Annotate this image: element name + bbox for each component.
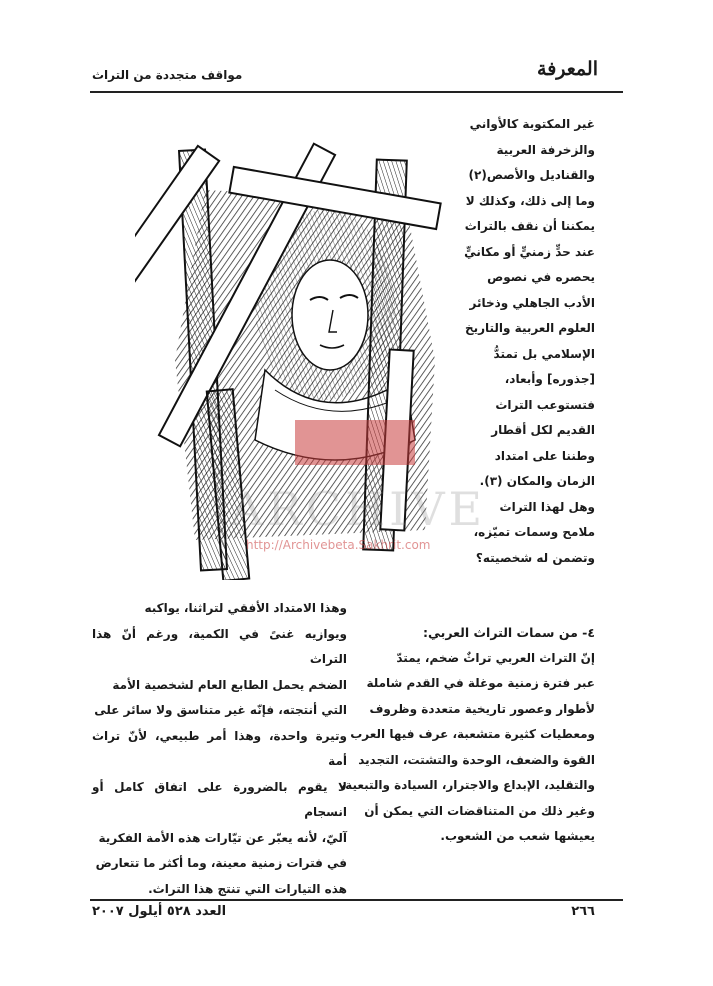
paragraph-line: وما إلى ذلك، وكذلك لا [465, 193, 595, 208]
paragraph-line: في فترات زمنية معينة، وما أكثر ما تتعارض [95, 856, 347, 870]
paragraph-line: القوة والضعف، الوحدة والتشتت، التجديد [358, 752, 595, 767]
paragraph-line: الضخم يحمل الطابع العام لشخصية الأمة [112, 677, 347, 692]
paragraph-line: وطننا على امتداد [494, 448, 595, 463]
paragraph-line: الإسلامي بل تمتدُّ [493, 346, 595, 361]
paragraph-line: وتيرة واحدة، وهذا أمر طبيعي، لأنّ تراث أمة [92, 728, 347, 768]
header-divider [90, 91, 623, 93]
paragraph-line: والتقليد، الإبداع والاجترار، السيادة والتبعية، [340, 778, 595, 792]
paragraph-line: يمكننا أن نقف بالتراث [464, 219, 595, 233]
paragraph-line: التي أنتجته، فإنّه غير متناسق ولا سائر على [94, 703, 347, 717]
footer-divider [90, 899, 623, 901]
right-column-top [455, 112, 595, 571]
paragraph-line: لأطوار وعصور تاريخية متعددة وظروف [369, 701, 595, 716]
paragraph-line: ملامح وسمات تميّزه، [473, 525, 595, 539]
section-heading: ٤- من سمات التراث العربي: [422, 625, 595, 640]
archive-watermark-url: http://Archivebeta.Sakhrit.com [246, 538, 431, 552]
paragraph-line: ويوازيه غنىً في الكمية، ورغم أنّ هذا التراث [92, 626, 347, 666]
paragraph-line: فتستوعب التراث [495, 397, 595, 412]
paragraph-line: عبر فترة زمنية موغلة في القدم شاملة [366, 676, 595, 690]
issue-info: العدد ٥٢٨ أيلول ٢٠٠٧ [92, 904, 227, 919]
paragraph-line: [جذوره] وأبعاد، [504, 372, 595, 386]
archive-stamp-mark [295, 420, 415, 465]
paragraph-line: الأدب الجاهلي وذخائر [469, 295, 595, 310]
archive-watermark: ARCHIVE [230, 482, 487, 536]
right-column-bottom [337, 620, 595, 850]
paragraph-line: وهذا الامتداد الأفقي لتراثنا، يواكبه [144, 601, 347, 615]
paragraph-line: آليّ، لأنه يعبّر عن تيّارات هذه الأمة الفكرية [98, 830, 347, 845]
paragraph-line: لا يقوم بالضرورة على اتفاق كامل أو انسجام [92, 779, 347, 819]
paragraph-line: وهل لهذا التراث [499, 499, 595, 514]
paragraph-line: يحصره في نصوص [487, 270, 595, 284]
left-column [92, 596, 347, 902]
paragraph-line: وتضمن له شخصيته؟ [475, 550, 595, 565]
paragraph-line: عند حدٍّ زمنيٍّ أو مكانيٍّ [464, 244, 595, 259]
paragraph-line: غير المكتوبة كالأواني [469, 117, 595, 131]
paragraph-line: والزخرفة العربية [496, 142, 595, 157]
paragraph-line: يعيشها شعب من الشعوب. [440, 829, 595, 843]
paragraph-line: والقناديل والأصص(٢) [468, 168, 595, 182]
paragraph-line: ومعطيات كثيرة متشعبة، عرف فيها العرب [350, 727, 595, 741]
paragraph-line: الزمان والمكان (٣). [479, 474, 595, 488]
paragraph-line: وغير ذلك من المتناقضات التي يمكن أن [364, 803, 595, 818]
section-title: مواقف متجددة من التراث [92, 68, 243, 82]
paragraph-line: العلوم العربية والتاريخ [464, 321, 595, 335]
magazine-logo: المعرفة [537, 58, 598, 80]
page-number: ٢٦٦ [571, 904, 595, 919]
paragraph-line: إنّ التراث العربي تراثٌ ضخم، يمتدّ [396, 650, 595, 665]
paragraph-line: هذه التيارات التي تنتج هذا التراث. [148, 881, 347, 896]
paragraph-line: القديم لكل أقطار [491, 423, 595, 437]
